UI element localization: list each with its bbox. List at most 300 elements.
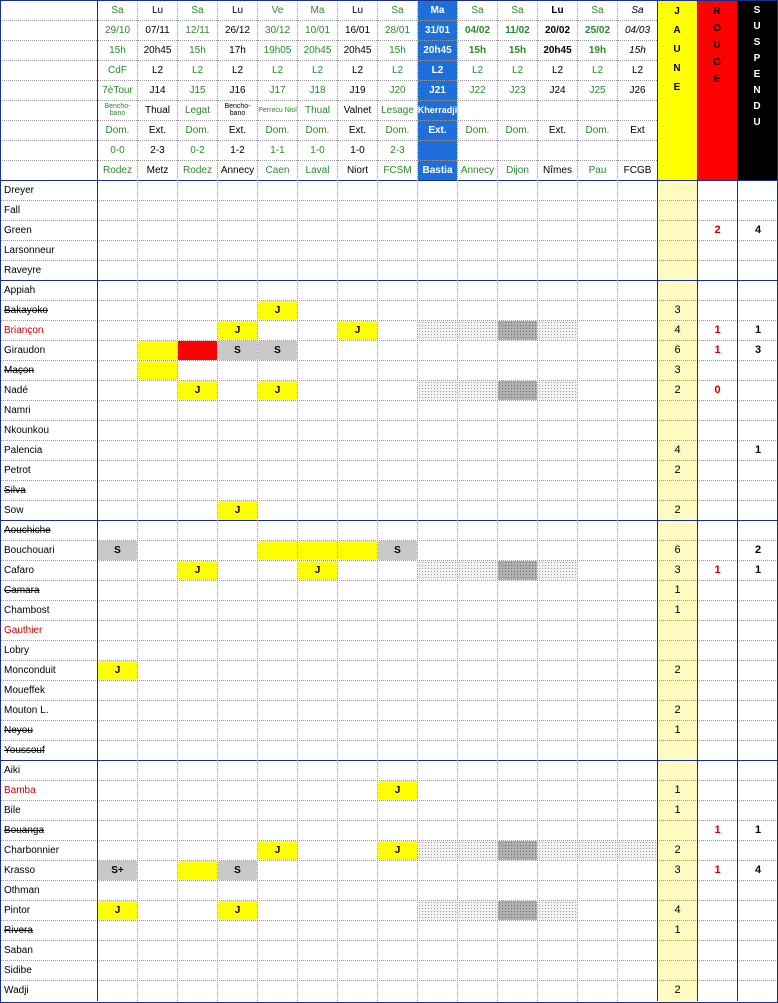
match-day: Sa xyxy=(391,4,404,16)
rouge-letters-letter: U xyxy=(713,40,721,51)
match-score xyxy=(458,140,497,160)
match-date: 20/02 xyxy=(544,24,571,36)
match-date: 04/02 xyxy=(464,24,491,36)
match-time: 20h45 xyxy=(143,44,172,56)
jaune-letters xyxy=(657,6,697,93)
match-date: 11/02 xyxy=(505,24,530,36)
player-name: Bouchouari xyxy=(4,544,55,556)
card-cell: J xyxy=(98,901,137,920)
group-separator xyxy=(0,520,778,521)
yellow-card-total: 2 xyxy=(674,504,681,516)
card-cell: J xyxy=(178,381,217,400)
row-gridline xyxy=(0,700,778,701)
card-cell xyxy=(538,901,577,920)
match-score xyxy=(498,140,537,160)
yellow-card-total: 1 xyxy=(674,784,681,796)
column-gridline xyxy=(377,0,378,1001)
row-gridline xyxy=(0,560,778,561)
match-comp: L2 xyxy=(391,64,404,76)
card-cell xyxy=(538,381,577,400)
yellow-card-total: 6 xyxy=(674,544,681,556)
match-date: 25/02 xyxy=(584,24,611,36)
match-opp: Caen xyxy=(265,164,290,176)
match-venue: Dom. xyxy=(585,124,610,136)
column-gridline xyxy=(257,0,258,1001)
row-gridline xyxy=(0,300,778,301)
card-cell xyxy=(578,841,617,860)
player-name: Gauthier xyxy=(4,624,43,636)
yellow-card-total: 4 xyxy=(674,324,681,336)
card-cell: S+ xyxy=(98,861,137,880)
suspendu-letters-letter: N xyxy=(753,85,761,96)
match-opp: Metz xyxy=(146,164,169,176)
match-time: 19h05 xyxy=(263,44,292,56)
row-gridline xyxy=(0,380,778,381)
yellow-card-total: 3 xyxy=(674,304,681,316)
suspendu-letters-letter: P xyxy=(753,53,761,64)
match-score: 2-3 xyxy=(390,144,405,156)
row-gridline xyxy=(0,420,778,421)
red-card-total: 1 xyxy=(714,824,721,836)
card-cell: J xyxy=(218,321,257,340)
match-opp: Rodez xyxy=(183,164,212,176)
match-comp: L2 xyxy=(271,64,284,76)
match-opp: Pau xyxy=(588,164,607,176)
suspension-total: 1 xyxy=(754,824,762,836)
yellow-card-total: 2 xyxy=(674,984,681,996)
match-ref: Bencho-bano xyxy=(104,103,131,117)
match-date: 07/11 xyxy=(145,24,170,36)
column-gridline xyxy=(657,0,658,1001)
player-name: Namri xyxy=(4,404,31,416)
match-day: Ma xyxy=(310,4,325,16)
suspension-total: 4 xyxy=(754,864,762,876)
match-comp: L2 xyxy=(311,64,324,76)
yellow-card-total: 1 xyxy=(674,604,681,616)
player-name: Dreyer xyxy=(4,184,35,196)
player-name: Mouton L. xyxy=(4,704,49,716)
player-name: Krasso xyxy=(4,864,36,876)
card-cell xyxy=(418,321,457,340)
row-gridline xyxy=(0,260,778,261)
player-name: Othman xyxy=(4,884,40,896)
match-score xyxy=(578,140,617,160)
card-cell xyxy=(418,901,457,920)
match-score: 1-0 xyxy=(310,144,325,156)
match-round: J21 xyxy=(429,84,446,96)
jaune-letters-letter: J xyxy=(674,6,680,17)
red-card-total: 1 xyxy=(714,324,721,336)
match-opp: FCGB xyxy=(623,164,652,176)
card-cell xyxy=(498,321,537,340)
row-gridline xyxy=(0,820,778,821)
row-gridline xyxy=(0,920,778,921)
player-name: Chambost xyxy=(4,604,50,616)
player-name: Camara xyxy=(4,584,40,596)
row-gridline xyxy=(0,680,778,681)
card-cell: J xyxy=(178,561,217,580)
red-card-total: 1 xyxy=(714,864,721,876)
jaune-letters-letter: U xyxy=(673,44,681,55)
yellow-card-total: 2 xyxy=(674,384,681,396)
suspendu-letters-letter: U xyxy=(753,117,761,128)
card-cell: S xyxy=(258,341,297,360)
player-name: Petrot xyxy=(4,464,31,476)
match-opp: Rodez xyxy=(103,164,132,176)
yellow-card-total: 2 xyxy=(674,704,681,716)
match-day: Sa xyxy=(511,4,524,16)
match-comp: L2 xyxy=(191,64,204,76)
row-gridline xyxy=(0,880,778,881)
match-opp: Laval xyxy=(305,164,330,176)
match-score: 1-2 xyxy=(230,144,245,156)
match-comp: L2 xyxy=(231,64,244,76)
card-cell xyxy=(178,861,217,880)
player-name: Bamba xyxy=(4,784,36,796)
match-round: J17 xyxy=(269,84,286,96)
match-date: 26/12 xyxy=(224,24,251,36)
column-gridline xyxy=(497,0,498,1001)
match-day: Sa xyxy=(591,4,604,16)
header-separator xyxy=(0,180,778,181)
suspension-total: 1 xyxy=(754,444,762,456)
row-gridline xyxy=(0,620,778,621)
row-gridline xyxy=(0,980,778,981)
column-gridline xyxy=(697,0,698,1001)
match-round: J18 xyxy=(309,84,326,96)
match-day: Lu xyxy=(551,4,564,16)
player-name: Pintor xyxy=(4,904,31,916)
match-day: Sa xyxy=(191,4,204,16)
yellow-card-total: 1 xyxy=(674,924,681,936)
match-round: J24 xyxy=(549,84,566,96)
card-cell xyxy=(458,901,497,920)
player-name: Bakayoko xyxy=(4,304,48,316)
row-gridline xyxy=(0,400,778,401)
match-time: 19h xyxy=(588,44,607,56)
row-gridline xyxy=(0,940,778,941)
yellow-card-total: 4 xyxy=(674,444,681,456)
match-day: Ve xyxy=(271,4,284,16)
match-venue: Ext xyxy=(630,124,645,136)
suspension-total: 2 xyxy=(754,544,762,556)
match-ref xyxy=(458,100,497,120)
player-name: Aouchiche xyxy=(4,524,51,536)
match-round: J15 xyxy=(189,84,206,96)
match-date: 30/12 xyxy=(264,24,291,36)
player-name: Charbonnier xyxy=(4,844,60,856)
card-cell: J xyxy=(258,301,297,320)
match-ref xyxy=(538,100,577,120)
card-cell: J xyxy=(258,841,297,860)
match-time: 15h xyxy=(109,44,126,56)
match-round: 7èTour xyxy=(102,84,133,96)
column-gridline xyxy=(217,0,218,1001)
row-gridline xyxy=(0,480,778,481)
match-ref: Legat xyxy=(184,104,211,116)
match-ref: Perrecu Niol xyxy=(258,106,297,114)
player-name: Sidibe xyxy=(4,964,32,976)
match-venue: Dom. xyxy=(505,124,530,136)
column-gridline xyxy=(617,0,618,1001)
card-cell: J xyxy=(338,321,377,340)
match-time: 17h xyxy=(229,44,246,56)
match-round: J23 xyxy=(509,84,526,96)
player-name: Fall xyxy=(4,204,21,216)
match-venue: Dom. xyxy=(465,124,490,136)
header-gridline xyxy=(0,60,657,61)
card-cell xyxy=(418,841,457,860)
row-gridline xyxy=(0,960,778,961)
match-day: Sa xyxy=(111,4,124,16)
row-gridline xyxy=(0,720,778,721)
card-cell: S xyxy=(218,341,257,360)
match-ref xyxy=(578,100,617,120)
card-cell xyxy=(538,321,577,340)
card-cell xyxy=(458,321,497,340)
card-cell xyxy=(458,841,497,860)
player-name: Nkounkou xyxy=(4,424,50,436)
player-name: Green xyxy=(4,224,32,236)
column-gridline xyxy=(97,0,98,1001)
player-name: Bouanga xyxy=(4,824,45,836)
match-comp: L2 xyxy=(551,64,564,76)
player-name: Cafaro xyxy=(4,564,35,576)
match-ref: Valnet xyxy=(343,104,372,116)
match-time: 15h xyxy=(189,44,206,56)
row-gridline xyxy=(0,240,778,241)
row-gridline xyxy=(0,440,778,441)
red-card-total: 1 xyxy=(714,564,721,576)
card-cell: S xyxy=(98,541,137,560)
card-cell: J xyxy=(218,901,257,920)
rouge-letters-letter: G xyxy=(713,57,721,68)
row-gridline xyxy=(0,540,778,541)
yellow-card-total: 2 xyxy=(674,664,681,676)
player-name: Larsonneur xyxy=(4,244,55,256)
card-cell xyxy=(338,541,377,560)
card-cell xyxy=(498,381,537,400)
match-date: 28/01 xyxy=(384,24,411,36)
match-round: J26 xyxy=(629,84,646,96)
player-name: Neyou xyxy=(4,724,33,736)
header-gridline xyxy=(0,120,657,121)
match-day: Sa xyxy=(631,4,644,16)
player-name: Palencia xyxy=(4,444,43,456)
match-venue: Dom. xyxy=(305,124,330,136)
card-cell: J xyxy=(378,781,417,800)
match-score: 0-0 xyxy=(110,144,125,156)
row-gridline xyxy=(0,860,778,861)
player-name: Saban xyxy=(4,944,33,956)
match-time: 15h xyxy=(468,44,487,56)
match-day: Sa xyxy=(471,4,484,16)
suspension-total: 1 xyxy=(754,324,762,336)
match-opp: Nîmes xyxy=(543,164,572,176)
match-comp: L2 xyxy=(431,64,444,76)
match-date: 31/01 xyxy=(424,24,451,36)
player-name: Rivera xyxy=(4,924,33,936)
red-card-total: 0 xyxy=(714,384,721,396)
card-cell xyxy=(418,561,457,580)
jaune-letters-letter: E xyxy=(673,82,681,93)
header-gridline xyxy=(0,20,657,21)
match-time: 15h xyxy=(389,44,406,56)
row-gridline xyxy=(0,580,778,581)
match-venue: Ext. xyxy=(228,124,247,136)
rouge-letters-letter: E xyxy=(713,74,721,85)
card-cell xyxy=(298,541,337,560)
suspendu-letters-letter: S xyxy=(753,5,761,16)
card-cell: J xyxy=(218,501,257,520)
column-gridline xyxy=(417,0,418,1001)
player-name: Aiki xyxy=(4,764,21,776)
yellow-card-total: 2 xyxy=(674,844,681,856)
match-date: 10/01 xyxy=(304,24,331,36)
card-cell xyxy=(538,561,577,580)
row-gridline xyxy=(0,800,778,801)
player-name: Maçon xyxy=(4,364,35,376)
card-cell xyxy=(138,341,177,360)
yellow-card-total: 6 xyxy=(674,344,681,356)
match-time: 20h45 xyxy=(423,44,452,56)
yellow-card-total: 3 xyxy=(674,364,681,376)
match-time: 20h45 xyxy=(303,44,332,56)
card-cell: J xyxy=(298,561,337,580)
match-score: 1-1 xyxy=(270,144,285,156)
match-date: 12/11 xyxy=(185,24,210,36)
card-cell xyxy=(618,841,657,860)
column-gridline xyxy=(737,0,738,1001)
yellow-card-total: 1 xyxy=(674,584,681,596)
card-cell xyxy=(178,341,217,360)
match-day: Lu xyxy=(151,4,164,16)
match-opp: Annecy xyxy=(220,164,255,176)
match-venue: Ext. xyxy=(428,124,447,136)
match-venue: Ext. xyxy=(548,124,567,136)
group-separator xyxy=(0,280,778,281)
header-gridline xyxy=(0,140,657,141)
match-date: 29/10 xyxy=(104,24,131,36)
match-ref xyxy=(618,100,657,120)
match-comp: L2 xyxy=(631,64,644,76)
match-venue: Dom. xyxy=(385,124,410,136)
match-day: Ma xyxy=(430,4,445,16)
column-gridline xyxy=(137,0,138,1001)
yellow-card-total: 1 xyxy=(674,804,681,816)
yellow-card-total: 3 xyxy=(674,864,681,876)
match-date: 04/03 xyxy=(624,24,651,36)
card-cell xyxy=(458,561,497,580)
match-round: J22 xyxy=(469,84,486,96)
match-ref: Thual xyxy=(304,104,330,116)
column-gridline xyxy=(297,0,298,1001)
card-cell xyxy=(258,541,297,560)
header-gridline xyxy=(0,40,657,41)
match-round: J20 xyxy=(389,84,406,96)
player-name: Moueffek xyxy=(4,684,45,696)
match-venue: Ext. xyxy=(348,124,367,136)
row-gridline xyxy=(0,220,778,221)
row-gridline xyxy=(0,900,778,901)
red-card-total: 1 xyxy=(714,344,721,356)
player-name: Sow xyxy=(4,504,24,516)
player-name: Wadji xyxy=(4,984,29,996)
match-score xyxy=(418,140,457,160)
suspension-total: 1 xyxy=(754,564,762,576)
column-gridline xyxy=(177,0,178,1001)
card-cell xyxy=(418,381,457,400)
row-gridline xyxy=(0,340,778,341)
player-name: Raveyre xyxy=(4,264,42,276)
match-venue: Ext. xyxy=(148,124,167,136)
column-gridline xyxy=(457,0,458,1001)
suspendu-letters xyxy=(737,5,777,128)
suspendu-letters-letter: U xyxy=(753,21,761,32)
match-ref: Kherradji xyxy=(418,105,457,115)
row-gridline xyxy=(0,640,778,641)
row-gridline xyxy=(0,200,778,201)
match-round: J14 xyxy=(149,84,166,96)
rouge-letters-letter: O xyxy=(713,23,721,34)
rouge-letters-letter: R xyxy=(713,6,721,17)
match-ref: Lesage xyxy=(381,104,414,116)
match-venue: Dom. xyxy=(185,124,210,136)
player-name: Briançon xyxy=(4,324,44,336)
match-time: 20h45 xyxy=(343,44,372,56)
group-separator xyxy=(0,760,778,761)
match-opp: Bastia xyxy=(422,164,453,176)
match-comp: L2 xyxy=(351,64,364,76)
match-comp: L2 xyxy=(511,64,524,76)
card-cell xyxy=(498,561,537,580)
column-gridline xyxy=(537,0,538,1001)
match-venue: Dom. xyxy=(105,124,130,136)
match-score: 1-0 xyxy=(350,144,365,156)
player-name: Appiah xyxy=(4,284,36,296)
player-name: Bile xyxy=(4,804,21,816)
player-name: Youssouf xyxy=(4,744,45,756)
match-date: 16/01 xyxy=(344,24,371,36)
match-score xyxy=(538,140,577,160)
match-comp: L2 xyxy=(151,64,164,76)
jaune-letters-letter: A xyxy=(673,25,681,36)
row-gridline xyxy=(0,660,778,661)
match-comp: CdF xyxy=(108,64,127,76)
column-gridline xyxy=(337,0,338,1001)
match-time: 15h xyxy=(508,44,527,56)
yellow-card-total: 2 xyxy=(674,464,681,476)
match-round: J25 xyxy=(589,84,606,96)
match-opp: Annecy xyxy=(460,164,495,176)
rouge-letters xyxy=(697,6,737,85)
row-gridline xyxy=(0,320,778,321)
yellow-card-total: 4 xyxy=(674,904,681,916)
match-ref: Thual xyxy=(144,104,170,116)
card-cell xyxy=(498,841,537,860)
suspension-total: 3 xyxy=(754,344,762,356)
match-score xyxy=(618,140,657,160)
suspension-total: 4 xyxy=(754,224,762,236)
match-comp: L2 xyxy=(471,64,484,76)
row-gridline xyxy=(0,460,778,461)
header-gridline xyxy=(0,80,657,81)
player-name: Silva xyxy=(4,484,26,496)
player-name: Giraudon xyxy=(4,344,46,356)
suspendu-letters-letter: S xyxy=(753,37,761,48)
card-cell: J xyxy=(378,841,417,860)
yellow-card-total: 3 xyxy=(674,564,681,576)
